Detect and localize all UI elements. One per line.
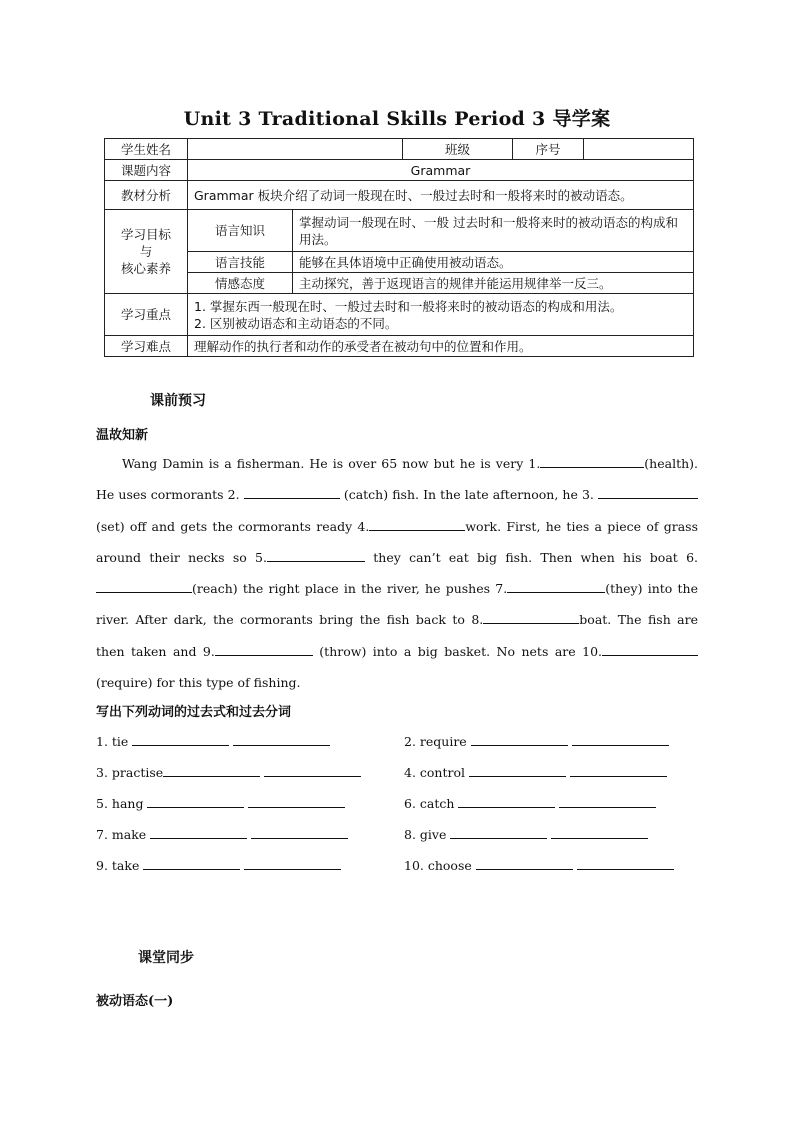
passage-text: (require) for this type of fishing. <box>96 675 301 691</box>
passage-text: they can’t eat big fish. Then when his boat 6. <box>364 549 699 565</box>
verb-label: 10. choose <box>404 858 472 873</box>
goal-value: 掌握动词一般现在时、一般 过去时和一般将来时的被动语态的构成和用法。 <box>293 210 694 252</box>
verb-item <box>96 732 330 749</box>
topic-label: 课题内容 <box>105 160 188 181</box>
passage-text: (throw) into a big basket. No nets are 10. <box>312 643 602 659</box>
blank-3[interactable] <box>598 485 698 499</box>
verb-item <box>96 856 341 873</box>
blank-9[interactable] <box>215 642 313 656</box>
key-point: 1. 掌握东西一般现在时、一般过去时和一般将来时的被动语态的构成和用法。 <box>194 298 623 314</box>
goals-label-line: 学习目标 <box>120 227 171 242</box>
difficulty-label: 学习难点 <box>105 336 188 357</box>
blank-5[interactable] <box>267 548 365 562</box>
verb-item <box>404 856 674 873</box>
review-heading: 温故知新 <box>96 428 149 443</box>
answer-blank[interactable] <box>244 856 341 870</box>
verb-label: 9. take <box>96 858 140 873</box>
answer-blank[interactable] <box>251 825 348 839</box>
section-class-heading: 课堂同步 <box>138 950 194 966</box>
student-name-label: 学生姓名 <box>105 139 188 160</box>
verbs-heading: 写出下列动词的过去式和过去分词 <box>96 705 292 720</box>
passage-text: (catch) fish. In the late afternoon, he 3. <box>339 487 598 503</box>
student-name-cell <box>188 139 403 160</box>
blank-7[interactable] <box>507 579 605 593</box>
answer-blank[interactable] <box>150 825 247 839</box>
answer-blank[interactable] <box>551 825 648 839</box>
answer-blank[interactable] <box>572 732 669 746</box>
answer-blank[interactable] <box>450 825 547 839</box>
passage-text: (they) into the river. After dark, the cormorants bring the fish back to 8. <box>96 581 698 628</box>
goals-label <box>105 210 188 294</box>
verb-label: 1. tie <box>96 734 129 749</box>
answer-blank[interactable] <box>458 794 555 808</box>
answer-blank[interactable] <box>476 856 573 870</box>
passage-text: (health). He uses cormorants 2. <box>96 456 698 503</box>
blank-4[interactable] <box>369 517 465 531</box>
verb-item <box>96 825 348 842</box>
difficulty-value: 理解动作的执行者和动作的承受者在被动句中的位置和作用。 <box>188 336 694 357</box>
answer-blank[interactable] <box>147 794 244 808</box>
verb-item <box>404 825 648 842</box>
passage-text: Wang Damin is a fisherman. He is over 65 now but he is very 1. <box>122 456 541 471</box>
answer-blank[interactable] <box>471 732 568 746</box>
analysis-value: Grammar 板块介绍了动词一般现在时、一般过去时和一般将来时的被动语态。 <box>188 181 694 210</box>
answer-blank[interactable] <box>163 763 260 777</box>
verb-item <box>404 732 669 749</box>
goals-label-line: 与 <box>139 244 153 259</box>
blank-2[interactable] <box>244 485 340 499</box>
passage-text: (set) off and gets the cormorants ready 4. <box>96 518 370 534</box>
passive-heading: 被动语态(一) <box>96 994 174 1009</box>
passage-text: work. First, he ties a piece of grass around their necks so 5. <box>96 518 699 565</box>
verb-item <box>96 794 345 811</box>
answer-blank[interactable] <box>559 794 656 808</box>
verb-label: 8. give <box>404 827 447 842</box>
verb-item <box>404 794 656 811</box>
answer-blank[interactable] <box>143 856 240 870</box>
answer-blank[interactable] <box>264 763 361 777</box>
class-label: 班级 <box>403 139 513 160</box>
cloze-passage <box>96 448 698 698</box>
blank-8[interactable] <box>483 610 579 624</box>
answer-blank[interactable] <box>570 763 667 777</box>
answer-blank[interactable] <box>248 794 345 808</box>
goal-value: 能够在具体语境中正确使用被动语态。 <box>293 252 694 273</box>
verb-item <box>404 763 667 780</box>
answer-blank[interactable] <box>132 732 229 746</box>
goal-label: 情感态度 <box>188 273 293 294</box>
answer-blank[interactable] <box>233 732 330 746</box>
blank-1[interactable] <box>540 454 644 468</box>
verb-label: 5. hang <box>96 796 144 811</box>
goal-value: 主动探究，善于返现语言的规律并能运用规律举一反三。 <box>293 273 694 294</box>
blank-10[interactable] <box>602 642 698 656</box>
section-preview-heading: 课前预习 <box>150 393 206 409</box>
passage-text: (reach) the right place in the river, he pushes 7. <box>192 581 508 597</box>
analysis-label: 教材分析 <box>105 181 188 210</box>
goal-label: 语言知识 <box>188 210 293 252</box>
goals-label-line: 核心素养 <box>120 261 171 276</box>
passage-text: boat. The fish are then taken and 9. <box>96 612 699 659</box>
verb-item <box>96 763 361 780</box>
verb-label: 7. make <box>96 827 147 842</box>
verb-label: 6. catch <box>404 796 455 811</box>
key-point: 2. 区别被动语态和主动语态的不同。 <box>194 315 398 331</box>
verb-label: 4. control <box>404 765 465 780</box>
verb-label: 3. practise <box>96 765 164 780</box>
answer-blank[interactable] <box>577 856 674 870</box>
page-title: Unit 3 Traditional Skills Period 3 导学案 <box>183 108 611 130</box>
seat-cell <box>584 139 694 160</box>
topic-value: Grammar <box>188 160 694 181</box>
verb-label: 2. require <box>404 734 467 749</box>
blank-6[interactable] <box>96 579 192 593</box>
seat-label: 序号 <box>513 139 584 160</box>
info-table <box>104 138 694 357</box>
key-label: 学习重点 <box>105 294 188 336</box>
answer-blank[interactable] <box>469 763 566 777</box>
key-points <box>188 294 694 336</box>
goal-label: 语言技能 <box>188 252 293 273</box>
